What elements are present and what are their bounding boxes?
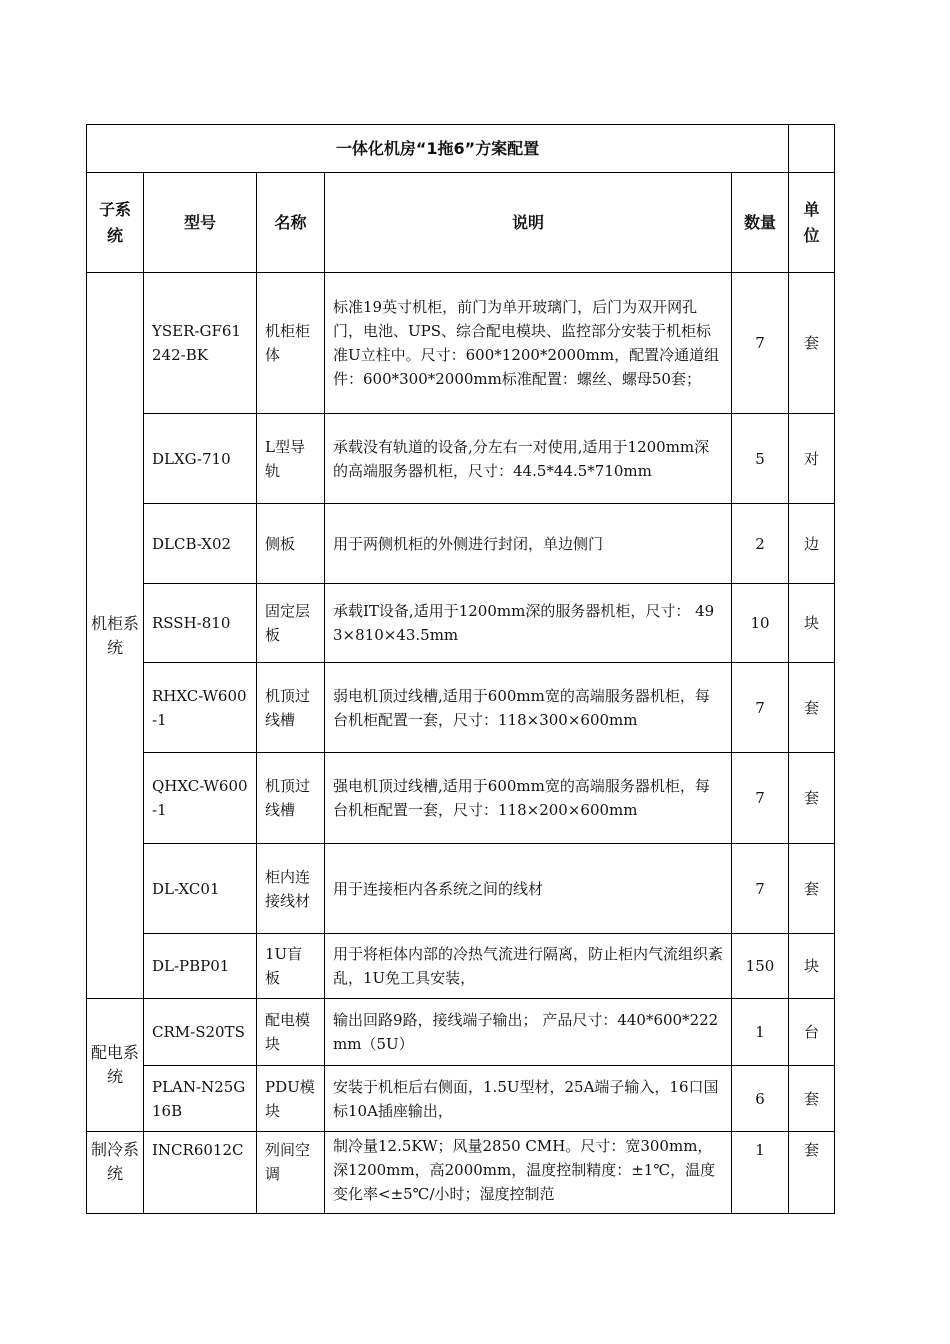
- cell-model: DL-PBP01: [144, 934, 257, 999]
- cell-unit: 套: [789, 844, 835, 934]
- cell-model: RHXC-W600-1: [144, 663, 257, 753]
- subsystem-cabinet: 机柜系统: [87, 273, 144, 999]
- cell-name: 机柜柜体: [257, 273, 325, 414]
- header-unit: 单位: [789, 173, 835, 273]
- table-row: [87, 1132, 835, 1214]
- cell-desc: 制冷量12.5KW；风量2850 CMH。尺寸：宽300mm，深1200mm，高2000mm，温度控制精度：±1℃，温度变化率<±5℃/小时；湿度控制范: [325, 1132, 732, 1214]
- cell-qty: 150: [732, 934, 789, 999]
- cell-name: PDU模块: [257, 1066, 325, 1132]
- cell-unit: 对: [789, 414, 835, 504]
- table-row: [87, 1066, 835, 1132]
- cell-qty: 1: [732, 999, 789, 1066]
- table-row: [87, 273, 835, 414]
- cell-desc: 用于连接柜内各系统之间的线材: [325, 844, 732, 934]
- table-row: [87, 934, 835, 999]
- cell-qty: 7: [732, 844, 789, 934]
- header-model: 型号: [144, 173, 257, 273]
- cell-model: DLXG-710: [144, 414, 257, 504]
- cell-model: RSSH-810: [144, 584, 257, 663]
- cell-unit: 套: [789, 273, 835, 414]
- cell-model: INCR6012C: [144, 1132, 257, 1214]
- cell-name: 1U盲板: [257, 934, 325, 999]
- cell-qty: 2: [732, 504, 789, 584]
- cell-qty: 10: [732, 584, 789, 663]
- table-row: [87, 844, 835, 934]
- cell-name: 固定层板: [257, 584, 325, 663]
- cell-qty: 7: [732, 753, 789, 844]
- cell-model: DLCB-X02: [144, 504, 257, 584]
- cell-desc: 用于两侧机柜的外侧进行封闭，单边侧门: [325, 504, 732, 584]
- cell-unit: 套: [789, 753, 835, 844]
- cell-name: 机顶过线槽: [257, 663, 325, 753]
- cell-qty: 5: [732, 414, 789, 504]
- cell-unit: 块: [789, 584, 835, 663]
- table-row: [87, 999, 835, 1066]
- cell-model: QHXC-W600-1: [144, 753, 257, 844]
- cell-model: PLAN-N25G16B: [144, 1066, 257, 1132]
- cell-qty: 6: [732, 1066, 789, 1132]
- cell-desc: 承载IT设备,适用于1200mm深的服务器机柜，尺寸： 493×810×43.5mm: [325, 584, 732, 663]
- table-title: 一体化机房“1拖6”方案配置: [87, 125, 789, 173]
- cell-qty: 7: [732, 663, 789, 753]
- header-name: 名称: [257, 173, 325, 273]
- table-row: [87, 584, 835, 663]
- cell-model: CRM-S20TS: [144, 999, 257, 1066]
- title-row: [87, 125, 835, 173]
- header-row: [87, 173, 835, 273]
- cell-name: 配电模块: [257, 999, 325, 1066]
- cell-desc: 标准19英寸机柜，前门为单开玻璃门，后门为双开网孔门，电池、UPS、综合配电模块、监控部分安装于机柜标准U立柱中。尺寸：600*1200*2000mm，配置冷通道组件：600*300*2000mm标准配置：螺丝、螺母50套；: [325, 273, 732, 414]
- cell-model: DL-XC01: [144, 844, 257, 934]
- cell-desc: 用于将柜体内部的冷热气流进行隔离，防止柜内气流组织紊乱，1U免工具安装，: [325, 934, 732, 999]
- cell-name: 侧板: [257, 504, 325, 584]
- cell-unit: 台: [789, 999, 835, 1066]
- cell-unit: 套: [789, 1132, 835, 1214]
- cell-qty: 7: [732, 273, 789, 414]
- table-row: [87, 414, 835, 504]
- cell-desc: 输出回路9路，接线端子输出； 产品尺寸：440*600*222mm（5U）: [325, 999, 732, 1066]
- cell-unit: 套: [789, 1066, 835, 1132]
- table-row: [87, 663, 835, 753]
- header-desc: 说明: [325, 173, 732, 273]
- cell-name: 机顶过线槽: [257, 753, 325, 844]
- cell-desc: 承载没有轨道的设备,分左右一对使用,适用于1200mm深的高端服务器机柜，尺寸：44.5*44.5*710mm: [325, 414, 732, 504]
- config-table: [86, 124, 835, 1214]
- subsystem-cooling: 制冷系统: [87, 1132, 144, 1214]
- cell-desc: 弱电机顶过线槽,适用于600mm宽的高端服务器机柜，每台机柜配置一套，尺寸：118×300×600mm: [325, 663, 732, 753]
- cell-name: 列间空调: [257, 1132, 325, 1214]
- subsystem-power: 配电系统: [87, 999, 144, 1132]
- cell-qty: 1: [732, 1132, 789, 1214]
- cell-unit: 块: [789, 934, 835, 999]
- table-row: [87, 504, 835, 584]
- header-subsystem: 子系统: [87, 173, 144, 273]
- table-row: [87, 753, 835, 844]
- cell-name: 柜内连接线材: [257, 844, 325, 934]
- title-empty-cell: [789, 125, 835, 173]
- cell-desc: 安装于机柜后右侧面，1.5U型材，25A端子输入，16口国标10A插座输出，: [325, 1066, 732, 1132]
- cell-unit: 边: [789, 504, 835, 584]
- cell-name: L型导轨: [257, 414, 325, 504]
- cell-model: YSER-GF61242-BK: [144, 273, 257, 414]
- cell-unit: 套: [789, 663, 835, 753]
- header-qty: 数量: [732, 173, 789, 273]
- cell-desc: 强电机顶过线槽,适用于600mm宽的高端服务器机柜，每台机柜配置一套，尺寸：118×200×600mm: [325, 753, 732, 844]
